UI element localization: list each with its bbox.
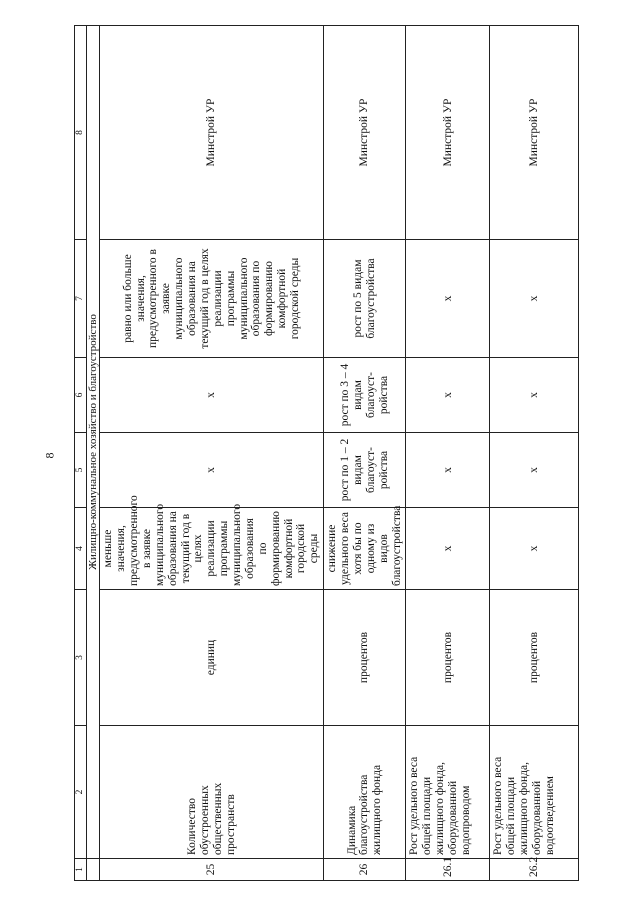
- criteria-high: х: [100, 358, 324, 433]
- criteria-low: снижение удельного веса хотя бы по одному из видов благоустройства: [324, 508, 406, 590]
- row-number: 25: [100, 859, 324, 881]
- responsible-body: Минстрой УР: [406, 26, 490, 240]
- indicator-name: Динамика благоустройства жилищного фонда: [324, 726, 406, 859]
- section-title: Жилищно-коммунальное хозяйство и благоустройство: [87, 26, 100, 859]
- row-number: 26: [324, 859, 406, 881]
- criteria-low: меньше значения, предусмотренного в заявке муниципального образования на текущий год в целях реализации программы муниципального образования по формированию комфортной городской среды: [100, 508, 324, 590]
- unit-cell: единиц: [100, 590, 324, 726]
- indicator-name: Рост удельного веса общей площади жилищного фонда, оборудованной водоотведением: [490, 726, 579, 859]
- header-cell: 2: [75, 726, 87, 859]
- criteria-high: х: [406, 358, 490, 433]
- indicators-table: [74, 25, 579, 881]
- table-row: [324, 26, 406, 881]
- header-cell: 6: [75, 358, 87, 433]
- header-cell: 4: [75, 508, 87, 590]
- criteria-mid: х: [490, 433, 579, 508]
- section-row: [87, 26, 100, 881]
- criteria-mid: рост по 1 – 2 видам благоуст-ройства: [324, 433, 406, 508]
- responsible-body: Минстрой УР: [100, 26, 324, 240]
- row-number: 26.1: [406, 859, 490, 881]
- page-number: 8: [42, 452, 57, 459]
- criteria-high: рост по 3 – 4 видам благоуст-ройства: [324, 358, 406, 433]
- criteria-mid: х: [100, 433, 324, 508]
- table-row: [406, 26, 490, 881]
- header-cell: 5: [75, 433, 87, 508]
- criteria-low: х: [490, 508, 579, 590]
- criteria-top: рост по 5 видам благоустройства: [324, 240, 406, 358]
- table-row: [100, 26, 324, 881]
- unit-cell: процентов: [324, 590, 406, 726]
- criteria-high: х: [490, 358, 579, 433]
- criteria-top: равно или больше значения, предусмотренного в заявке муниципального образования на текущий год в целях реализации программы муниципального образования по формированию комфортной городской среды: [100, 240, 324, 358]
- unit-cell: процентов: [490, 590, 579, 726]
- unit-cell: процентов: [406, 590, 490, 726]
- rotated-table-container: [74, 26, 556, 881]
- header-row: [75, 26, 87, 881]
- header-cell: 1: [75, 859, 87, 881]
- criteria-mid: х: [406, 433, 490, 508]
- indicator-name: Рост удельного веса общей площади жилищного фонда, оборудованной водопроводом: [406, 726, 490, 859]
- indicator-name: Количество обустроенных общественных пространств: [100, 726, 324, 859]
- criteria-top: х: [406, 240, 490, 358]
- responsible-body: Минстрой УР: [490, 26, 579, 240]
- header-cell: 7: [75, 240, 87, 358]
- criteria-top: х: [490, 240, 579, 358]
- section-spacer: [87, 859, 100, 881]
- row-number: 26.2: [490, 859, 579, 881]
- responsible-body: Минстрой УР: [324, 26, 406, 240]
- header-cell: 3: [75, 590, 87, 726]
- header-cell: 8: [75, 26, 87, 240]
- table-row: [490, 26, 579, 881]
- criteria-low: х: [406, 508, 490, 590]
